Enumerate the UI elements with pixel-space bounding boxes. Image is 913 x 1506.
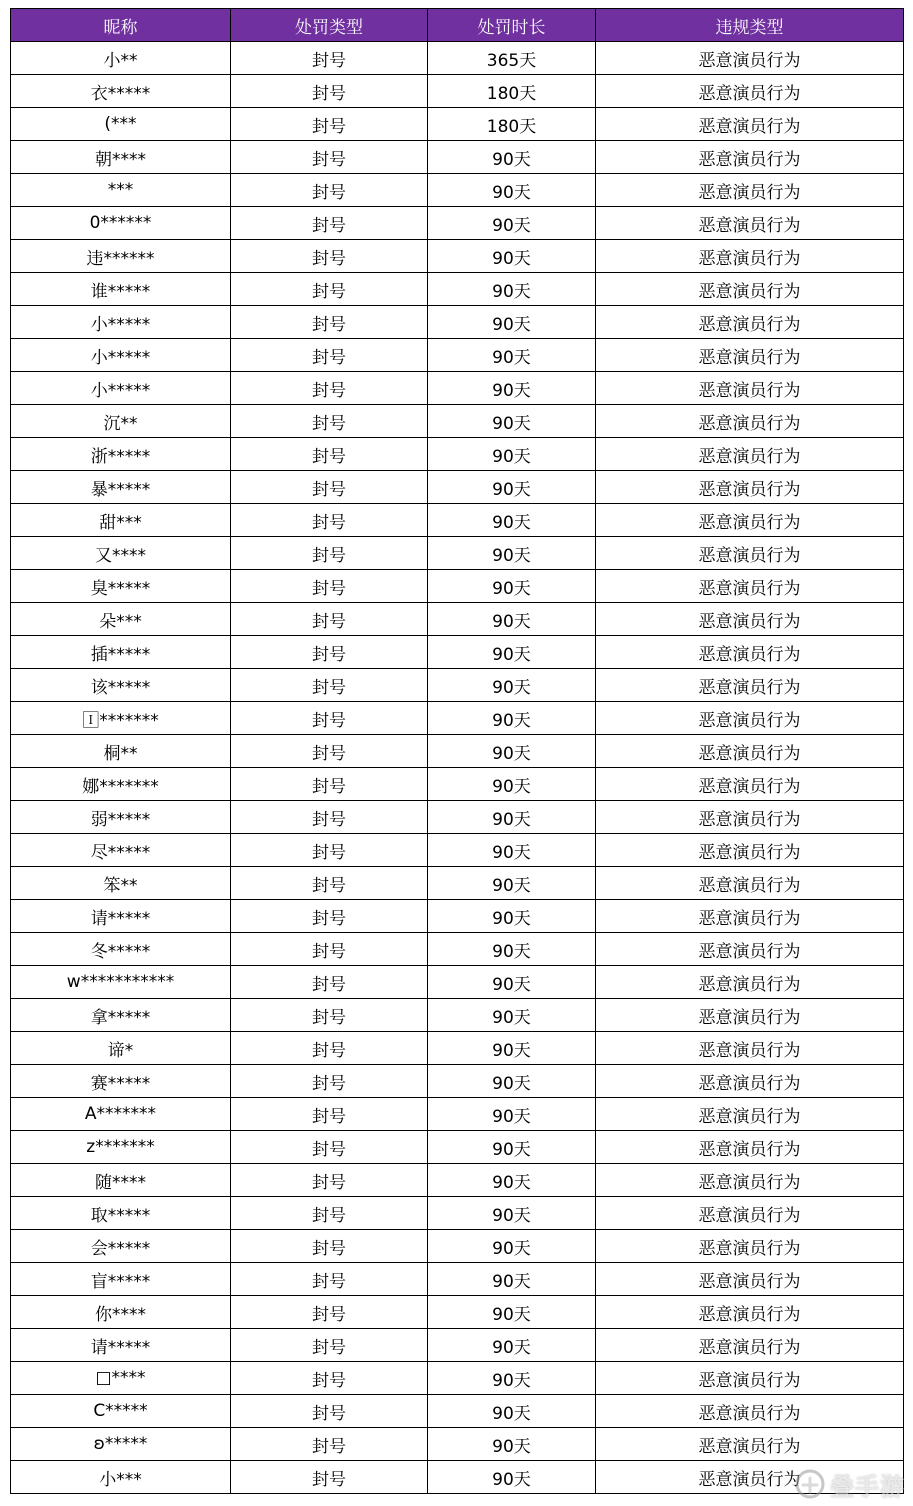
cell-punishment-duration: 90天 — [428, 669, 596, 702]
cell-nickname: 拿***** — [11, 999, 231, 1032]
table-row — [11, 1230, 904, 1263]
table-row — [11, 1362, 904, 1395]
cell-punishment-duration: 90天 — [428, 240, 596, 273]
cell-punishment-type: 封号 — [231, 801, 428, 834]
cell-punishment-duration: 90天 — [428, 1164, 596, 1197]
cell-punishment-type: 封号 — [231, 1395, 428, 1428]
cell-punishment-type: 封号 — [231, 702, 428, 735]
cell-nickname: 浙***** — [11, 438, 231, 471]
cell-punishment-duration: 90天 — [428, 1428, 596, 1461]
cell-punishment-duration: 90天 — [428, 834, 596, 867]
cell-punishment-duration: 90天 — [428, 372, 596, 405]
table-row — [11, 669, 904, 702]
cell-violation-type: 恶意演员行为 — [596, 372, 904, 405]
cell-violation-type: 恶意演员行为 — [596, 1395, 904, 1428]
cell-nickname: 取***** — [11, 1197, 231, 1230]
cell-punishment-type: 封号 — [231, 1362, 428, 1395]
cell-punishment-type: 封号 — [231, 768, 428, 801]
cell-violation-type: 恶意演员行为 — [596, 1329, 904, 1362]
cell-violation-type: 恶意演员行为 — [596, 636, 904, 669]
cell-punishment-duration: 90天 — [428, 1296, 596, 1329]
cell-violation-type: 恶意演员行为 — [596, 1197, 904, 1230]
cell-violation-type: 恶意演员行为 — [596, 735, 904, 768]
table-row — [11, 867, 904, 900]
cell-violation-type: 恶意演员行为 — [596, 1098, 904, 1131]
cell-nickname: 弱***** — [11, 801, 231, 834]
table-row — [11, 372, 904, 405]
cell-punishment-type: 封号 — [231, 966, 428, 999]
cell-punishment-duration: 90天 — [428, 702, 596, 735]
cell-nickname: 小*** — [11, 1461, 231, 1494]
cell-violation-type: 恶意演员行为 — [596, 1263, 904, 1296]
cell-nickname: (*** — [11, 108, 231, 141]
table-row — [11, 1131, 904, 1164]
table-row — [11, 768, 904, 801]
cell-punishment-duration: 90天 — [428, 504, 596, 537]
cell-punishment-type: 封号 — [231, 1065, 428, 1098]
cell-nickname: 冬***** — [11, 933, 231, 966]
cell-punishment-duration: 90天 — [428, 1395, 596, 1428]
cell-punishment-duration: 90天 — [428, 339, 596, 372]
table-row — [11, 636, 904, 669]
cell-punishment-duration: 90天 — [428, 405, 596, 438]
table-row — [11, 42, 904, 75]
cell-punishment-duration: 90天 — [428, 999, 596, 1032]
cell-punishment-type: 封号 — [231, 570, 428, 603]
cell-nickname: 插***** — [11, 636, 231, 669]
cell-punishment-type: 封号 — [231, 537, 428, 570]
cell-punishment-duration: 90天 — [428, 1197, 596, 1230]
cell-punishment-type: 封号 — [231, 1263, 428, 1296]
cell-nickname: 随**** — [11, 1164, 231, 1197]
cell-nickname: 又**** — [11, 537, 231, 570]
cell-violation-type: 恶意演员行为 — [596, 570, 904, 603]
cell-violation-type: 恶意演员行为 — [596, 603, 904, 636]
cell-punishment-duration: 90天 — [428, 570, 596, 603]
cell-punishment-type: 封号 — [231, 108, 428, 141]
cell-punishment-duration: 90天 — [428, 1461, 596, 1494]
cell-nickname: 违****** — [11, 240, 231, 273]
header-punishment-type: 处罚类型 — [231, 9, 428, 42]
cell-punishment-duration: 90天 — [428, 933, 596, 966]
cell-punishment-duration: 90天 — [428, 141, 596, 174]
cell-nickname: 朝**** — [11, 141, 231, 174]
cell-punishment-duration: 180天 — [428, 75, 596, 108]
cell-violation-type: 恶意演员行为 — [596, 1164, 904, 1197]
cell-punishment-type: 封号 — [231, 438, 428, 471]
header-nickname: 昵称 — [11, 9, 231, 42]
cell-violation-type: 恶意演员行为 — [596, 768, 904, 801]
cell-punishment-type: 封号 — [231, 1197, 428, 1230]
table-row — [11, 570, 904, 603]
table-row — [11, 1395, 904, 1428]
cell-violation-type: 恶意演员行为 — [596, 1065, 904, 1098]
cell-punishment-duration: 90天 — [428, 1065, 596, 1098]
cell-nickname: 请***** — [11, 900, 231, 933]
table-row — [11, 933, 904, 966]
table-row — [11, 207, 904, 240]
cell-violation-type: 恶意演员行为 — [596, 1296, 904, 1329]
cell-nickname: 🄸******* — [11, 702, 231, 735]
cell-violation-type: 恶意演员行为 — [596, 174, 904, 207]
cell-punishment-type: 封号 — [231, 339, 428, 372]
cell-nickname: 暴***** — [11, 471, 231, 504]
table-row — [11, 438, 904, 471]
cell-violation-type: 恶意演员行为 — [596, 504, 904, 537]
table-row — [11, 735, 904, 768]
cell-punishment-type: 封号 — [231, 372, 428, 405]
cell-nickname: 会***** — [11, 1230, 231, 1263]
cell-punishment-type: 封号 — [231, 174, 428, 207]
cell-nickname: 请***** — [11, 1329, 231, 1362]
cell-punishment-type: 封号 — [231, 735, 428, 768]
cell-punishment-duration: 90天 — [428, 174, 596, 207]
cell-nickname: 桐** — [11, 735, 231, 768]
cell-punishment-duration: 90天 — [428, 768, 596, 801]
cell-nickname: 小** — [11, 42, 231, 75]
cell-punishment-type: 封号 — [231, 42, 428, 75]
punishment-table — [10, 8, 904, 1494]
cell-nickname: 盲***** — [11, 1263, 231, 1296]
cell-nickname: z******* — [11, 1131, 231, 1164]
table-row — [11, 75, 904, 108]
table-row — [11, 1032, 904, 1065]
cell-punishment-duration: 90天 — [428, 867, 596, 900]
table-row — [11, 1263, 904, 1296]
table-header-row — [11, 9, 904, 42]
table-row — [11, 108, 904, 141]
cell-violation-type: 恶意演员行为 — [596, 1362, 904, 1395]
cell-punishment-duration: 180天 — [428, 108, 596, 141]
table-row — [11, 603, 904, 636]
cell-punishment-type: 封号 — [231, 603, 428, 636]
table-row — [11, 834, 904, 867]
cell-nickname: 该***** — [11, 669, 231, 702]
cell-punishment-duration: 90天 — [428, 1230, 596, 1263]
cell-punishment-type: 封号 — [231, 1230, 428, 1263]
cell-nickname: 0****** — [11, 207, 231, 240]
cell-violation-type: 恶意演员行为 — [596, 801, 904, 834]
cell-nickname: □**** — [11, 1362, 231, 1395]
cell-punishment-type: 封号 — [231, 669, 428, 702]
table-row — [11, 537, 904, 570]
table-row — [11, 1428, 904, 1461]
table-row — [11, 1461, 904, 1494]
cell-punishment-type: 封号 — [231, 999, 428, 1032]
cell-nickname: 小***** — [11, 339, 231, 372]
cell-punishment-duration: 90天 — [428, 801, 596, 834]
cell-punishment-type: 封号 — [231, 504, 428, 537]
cell-punishment-duration: 90天 — [428, 603, 596, 636]
cell-punishment-type: 封号 — [231, 867, 428, 900]
table-row — [11, 1065, 904, 1098]
cell-punishment-type: 封号 — [231, 207, 428, 240]
cell-punishment-duration: 365天 — [428, 42, 596, 75]
cell-violation-type: 恶意演员行为 — [596, 999, 904, 1032]
table-row — [11, 900, 904, 933]
cell-punishment-duration: 90天 — [428, 735, 596, 768]
cell-violation-type: 恶意演员行为 — [596, 240, 904, 273]
cell-punishment-type: 封号 — [231, 933, 428, 966]
cell-nickname: 尽***** — [11, 834, 231, 867]
table-row — [11, 504, 904, 537]
cell-violation-type: 恶意演员行为 — [596, 339, 904, 372]
cell-violation-type: 恶意演员行为 — [596, 1131, 904, 1164]
cell-punishment-duration: 90天 — [428, 900, 596, 933]
cell-nickname: 娜******* — [11, 768, 231, 801]
cell-punishment-type: 封号 — [231, 1428, 428, 1461]
cell-nickname: 笨** — [11, 867, 231, 900]
cell-violation-type: 恶意演员行为 — [596, 438, 904, 471]
cell-violation-type: 恶意演员行为 — [596, 207, 904, 240]
cell-punishment-duration: 90天 — [428, 1032, 596, 1065]
cell-violation-type: 恶意演员行为 — [596, 669, 904, 702]
cell-violation-type: 恶意演员行为 — [596, 75, 904, 108]
cell-punishment-type: 封号 — [231, 273, 428, 306]
cell-violation-type: 恶意演员行为 — [596, 1428, 904, 1461]
cell-violation-type: 恶意演员行为 — [596, 702, 904, 735]
cell-punishment-duration: 90天 — [428, 966, 596, 999]
cell-punishment-type: 封号 — [231, 1164, 428, 1197]
table-row — [11, 966, 904, 999]
cell-nickname: 小***** — [11, 306, 231, 339]
table-row — [11, 702, 904, 735]
cell-punishment-type: 封号 — [231, 240, 428, 273]
cell-punishment-type: 封号 — [231, 405, 428, 438]
cell-punishment-type: 封号 — [231, 306, 428, 339]
cell-punishment-duration: 90天 — [428, 537, 596, 570]
table-row — [11, 273, 904, 306]
table-row — [11, 801, 904, 834]
cell-punishment-duration: 90天 — [428, 207, 596, 240]
cell-punishment-duration: 90天 — [428, 438, 596, 471]
cell-violation-type: 恶意演员行为 — [596, 1230, 904, 1263]
cell-punishment-duration: 90天 — [428, 1362, 596, 1395]
cell-violation-type: 恶意演员行为 — [596, 405, 904, 438]
cell-nickname: 谁***** — [11, 273, 231, 306]
cell-violation-type: 恶意演员行为 — [596, 471, 904, 504]
cell-nickname: 衣***** — [11, 75, 231, 108]
cell-punishment-duration: 90天 — [428, 471, 596, 504]
cell-nickname: ʚ***** — [11, 1428, 231, 1461]
cell-nickname: 沉** — [11, 405, 231, 438]
header-violation-type: 违规类型 — [596, 9, 904, 42]
cell-punishment-duration: 90天 — [428, 1263, 596, 1296]
cell-violation-type: 恶意演员行为 — [596, 867, 904, 900]
table-row — [11, 1296, 904, 1329]
cell-punishment-type: 封号 — [231, 900, 428, 933]
cell-punishment-duration: 90天 — [428, 1098, 596, 1131]
cell-punishment-type: 封号 — [231, 1296, 428, 1329]
table-row — [11, 339, 904, 372]
cell-nickname: 朵*** — [11, 603, 231, 636]
cell-punishment-type: 封号 — [231, 1131, 428, 1164]
table-row — [11, 306, 904, 339]
cell-violation-type: 恶意演员行为 — [596, 108, 904, 141]
cell-punishment-type: 封号 — [231, 1461, 428, 1494]
cell-nickname: 你**** — [11, 1296, 231, 1329]
cell-punishment-type: 封号 — [231, 636, 428, 669]
cell-nickname: 赛***** — [11, 1065, 231, 1098]
cell-violation-type: 恶意演员行为 — [596, 834, 904, 867]
table-row — [11, 1164, 904, 1197]
cell-nickname: 臭***** — [11, 570, 231, 603]
cell-nickname: *** — [11, 174, 231, 207]
punishment-table-container — [10, 8, 903, 1494]
table-row — [11, 471, 904, 504]
cell-violation-type: 恶意演员行为 — [596, 537, 904, 570]
table-row — [11, 1329, 904, 1362]
table-row — [11, 1098, 904, 1131]
cell-punishment-type: 封号 — [231, 141, 428, 174]
cell-punishment-type: 封号 — [231, 1032, 428, 1065]
cell-nickname: 甜*** — [11, 504, 231, 537]
cell-punishment-type: 封号 — [231, 1329, 428, 1362]
cell-violation-type: 恶意演员行为 — [596, 141, 904, 174]
cell-punishment-type: 封号 — [231, 1098, 428, 1131]
cell-punishment-duration: 90天 — [428, 1329, 596, 1362]
table-row — [11, 141, 904, 174]
cell-punishment-duration: 90天 — [428, 1131, 596, 1164]
cell-nickname: 小***** — [11, 372, 231, 405]
table-row — [11, 405, 904, 438]
cell-punishment-type: 封号 — [231, 471, 428, 504]
table-row — [11, 240, 904, 273]
cell-nickname: C***** — [11, 1395, 231, 1428]
cell-punishment-type: 封号 — [231, 75, 428, 108]
cell-punishment-duration: 90天 — [428, 273, 596, 306]
cell-punishment-type: 封号 — [231, 834, 428, 867]
table-row — [11, 1197, 904, 1230]
cell-punishment-duration: 90天 — [428, 306, 596, 339]
header-punishment-duration: 处罚时长 — [428, 9, 596, 42]
cell-punishment-duration: 90天 — [428, 636, 596, 669]
cell-violation-type: 恶意演员行为 — [596, 1461, 904, 1494]
cell-violation-type: 恶意演员行为 — [596, 306, 904, 339]
table-row — [11, 174, 904, 207]
cell-nickname: A******* — [11, 1098, 231, 1131]
cell-violation-type: 恶意演员行为 — [596, 933, 904, 966]
cell-violation-type: 恶意演员行为 — [596, 1032, 904, 1065]
cell-violation-type: 恶意演员行为 — [596, 966, 904, 999]
table-row — [11, 999, 904, 1032]
cell-nickname: w*********** — [11, 966, 231, 999]
cell-nickname: 谛* — [11, 1032, 231, 1065]
cell-violation-type: 恶意演员行为 — [596, 42, 904, 75]
cell-violation-type: 恶意演员行为 — [596, 273, 904, 306]
watermark-text: 叠手游 — [830, 1472, 905, 1501]
table-body — [11, 42, 904, 1494]
cell-violation-type: 恶意演员行为 — [596, 900, 904, 933]
